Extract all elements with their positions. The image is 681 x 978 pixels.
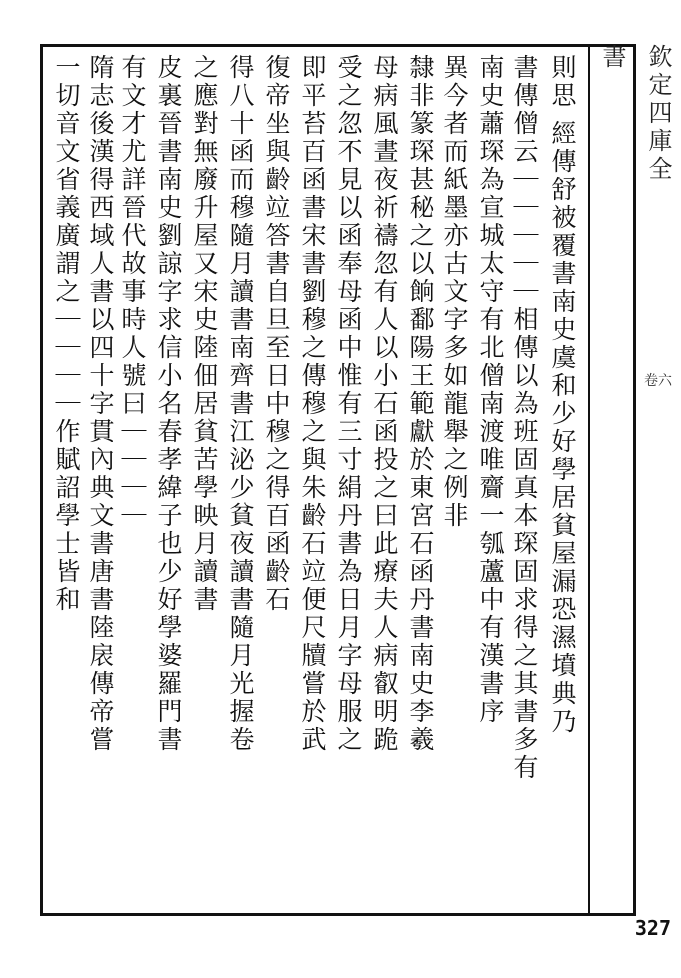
- text-column-10: 復帝坐與齡竝答書自旦至日中穆之得百函齡石: [262, 54, 291, 614]
- chapter-mark: 卷六: [644, 373, 672, 389]
- text-column-15: 隋志後漢得西域人書以四十字貫內典文書唐書陸扆傳帝嘗: [86, 54, 115, 754]
- header-rule: [588, 44, 590, 916]
- text-column-1: 則思: [548, 54, 577, 110]
- text-column-6: 隸非篆琛甚秘之以餉鄱陽王範獻於東宮石函丹書南史李羲: [406, 54, 435, 754]
- page-number: 327: [634, 916, 671, 940]
- text-column-2: 經傳舒被覆書南史虞和少好學居貧屋漏恐濕墳典乃: [548, 120, 577, 736]
- text-column-16: 一切音文省義廣謂之｜｜｜｜作賦詔學士皆和: [52, 54, 81, 614]
- text-column-5: 異今者而紙墨亦古文字多如龍舉之例非: [440, 54, 469, 530]
- text-column-4: 南史蕭琛為宣城太守有北僧南渡唯齎一瓠蘆中有漢書序: [476, 54, 505, 726]
- header-title: 欽定四庫全書: [598, 44, 672, 184]
- text-column-7: 母病風晝夜祈禱忽有人以小石函投之曰此療夫人病叡明跪: [370, 54, 399, 754]
- text-column-12: 之應對無廢升屋又宋史陸佃居貧苦學映月讀書: [190, 54, 219, 614]
- text-column-11: 得八十函而穆隨月讀書南齊書江泌少貧夜讀書隨月光握卷: [226, 54, 255, 754]
- text-column-14: 有文才尤詳晉代故事時人號曰｜｜｜｜: [118, 54, 147, 530]
- text-column-9: 即平苔百函書宋書劉穆之傳穆之與朱齡石竝便尺牘嘗於武: [298, 54, 327, 754]
- text-column-3: 書傳僧云｜｜｜｜｜相傳以為班固真本琛固求得之其書多有: [510, 54, 539, 782]
- text-column-13: 皮裏晉書南史劉諒字求信小名春孝緯子也少好學婆羅門書: [154, 54, 183, 754]
- text-column-8: 受之忽不見以函奉母函中惟有三寸絹丹書為日月字母服之: [334, 54, 363, 754]
